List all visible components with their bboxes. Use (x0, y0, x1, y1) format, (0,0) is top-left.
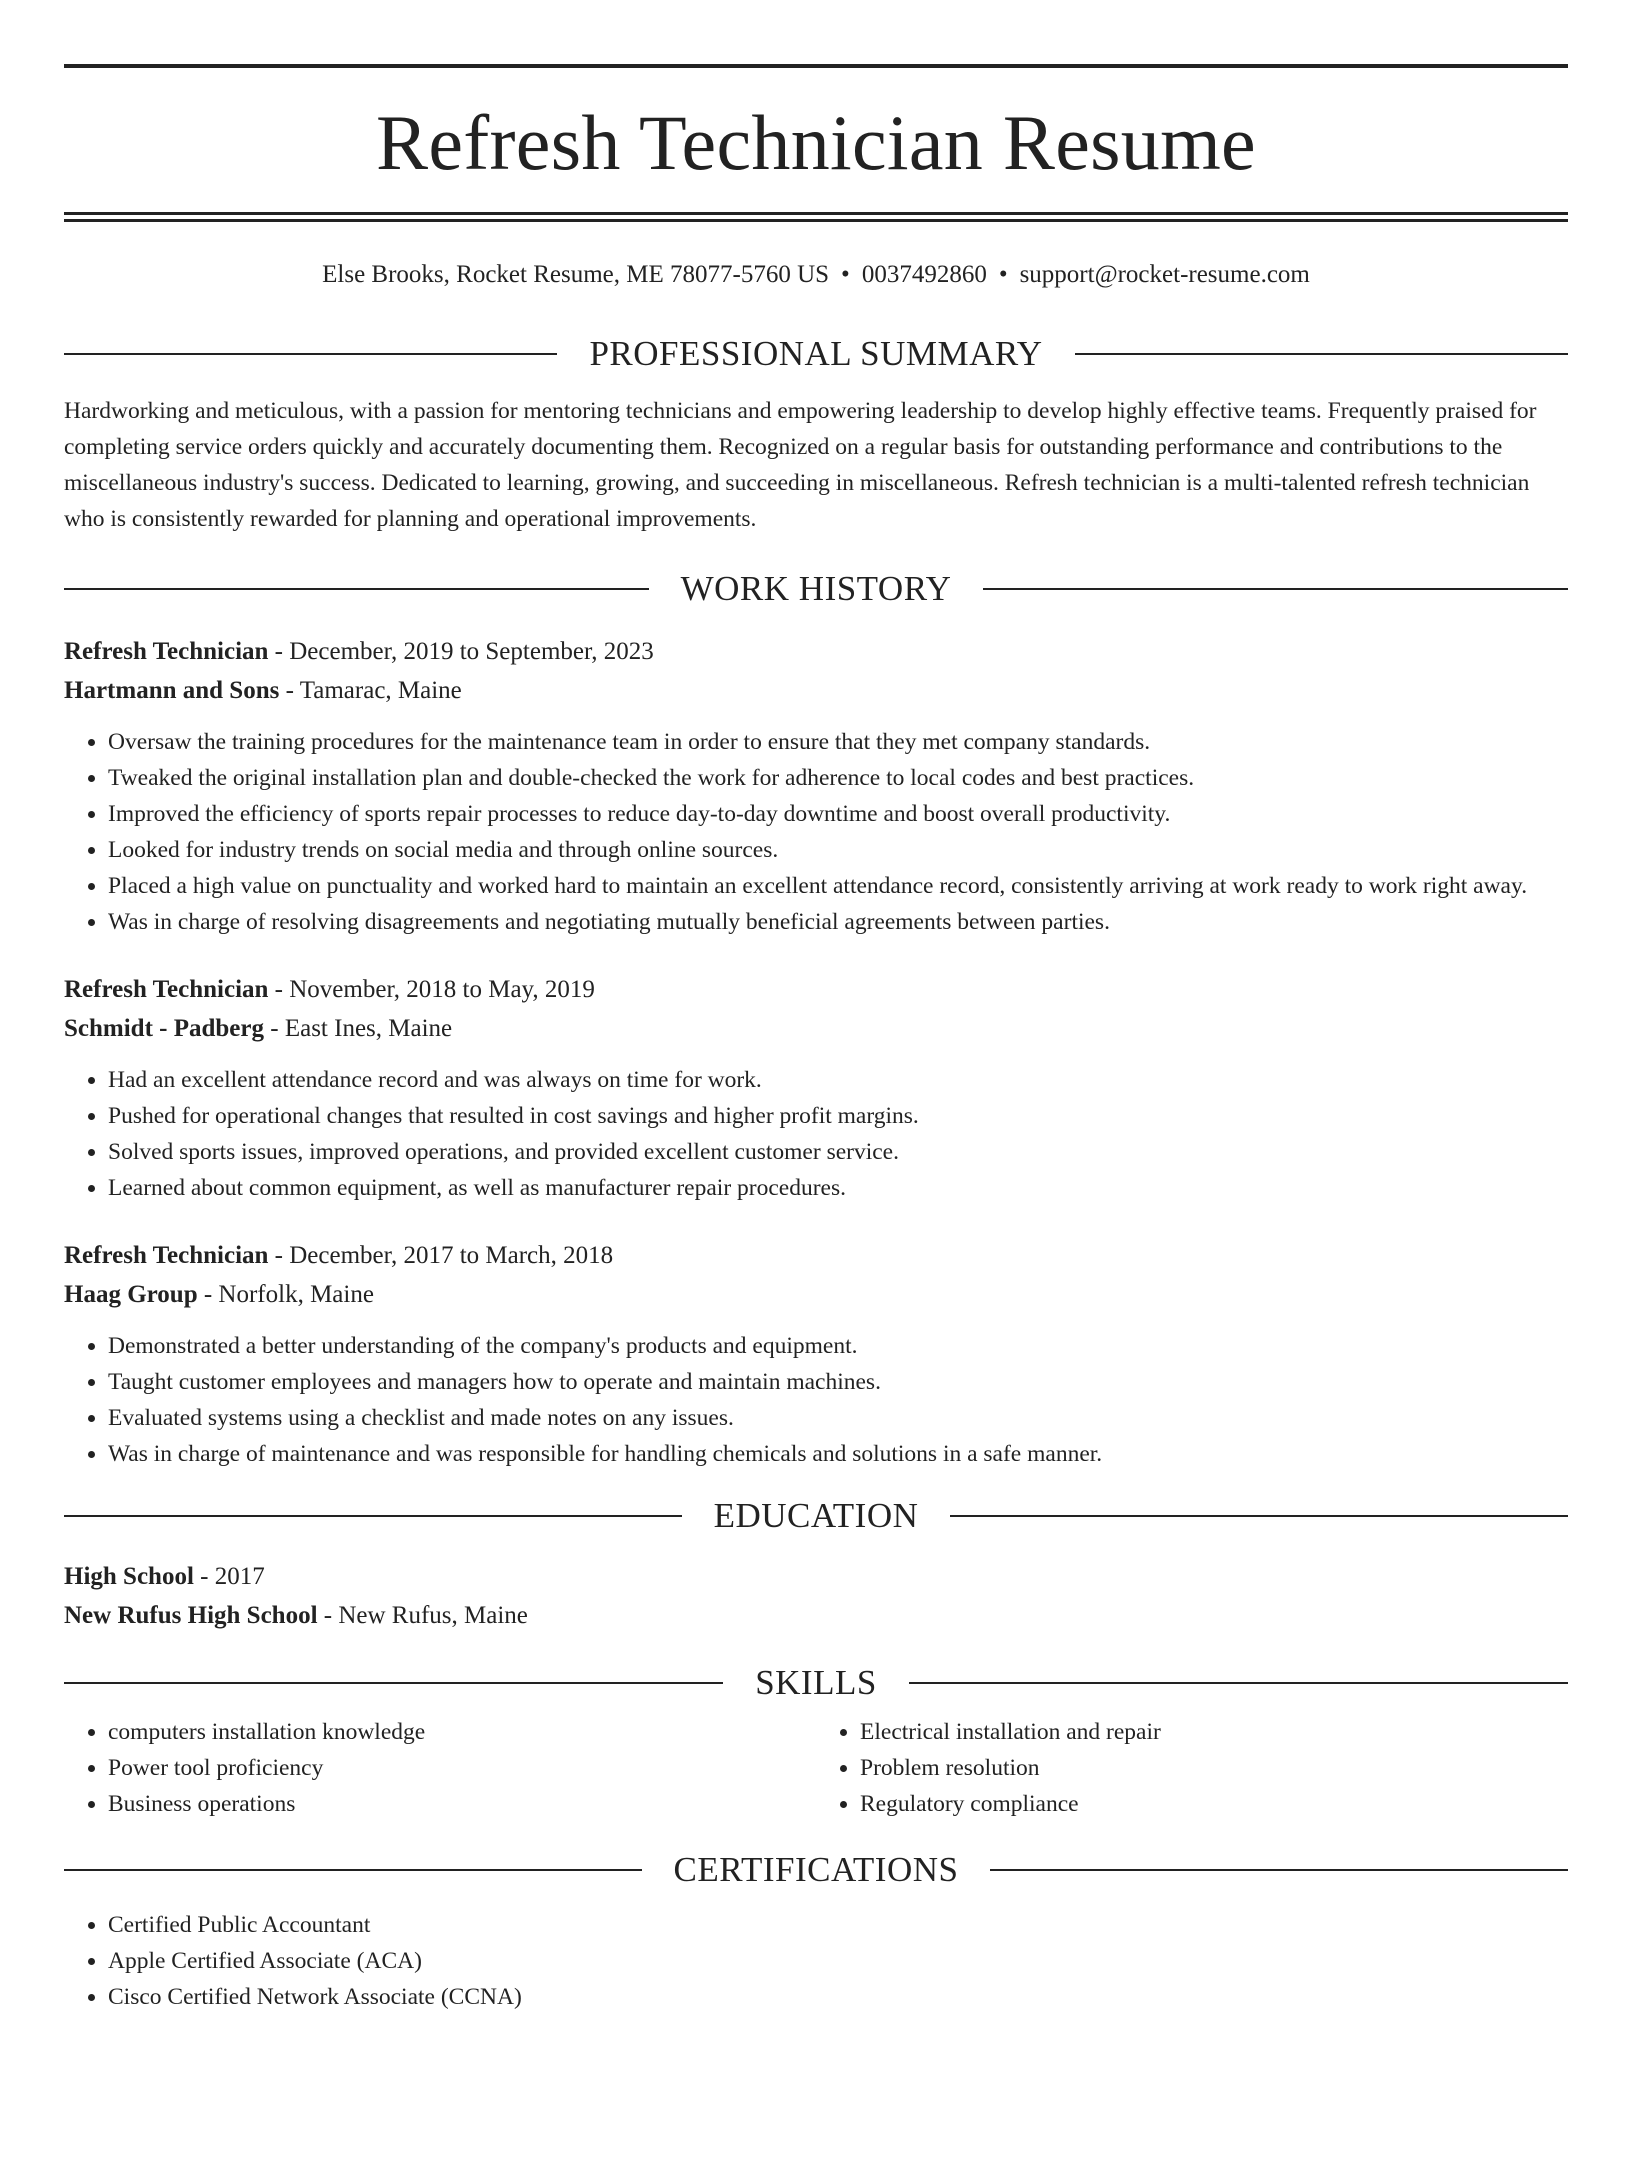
summary-section-heading (64, 336, 1568, 371)
list-item: • Pushed for operational changes that resulted in cost savings and higher profit margins. (108, 1098, 1568, 1134)
skills-column-left (64, 1714, 816, 1822)
work-section-heading (64, 571, 1568, 606)
list-item: • Evaluated systems using a checklist and made notes on any issues. (108, 1400, 1568, 1436)
contact-phone: 0037492860 (861, 261, 987, 288)
list-item: • Apple Certified Associate (ACA) (108, 1943, 1568, 1979)
job-entry (64, 632, 1568, 940)
job-dates: - December, 2019 to September, 2023 (268, 638, 654, 665)
job-company: Hartmann and Sons (64, 677, 280, 704)
job-bullets (64, 724, 1568, 940)
job-title-line (64, 1236, 1568, 1275)
title-double-rule (64, 212, 1568, 222)
job-dates: - December, 2017 to March, 2018 (268, 1242, 614, 1269)
list-item: • Certified Public Accountant (108, 1907, 1568, 1943)
heading-rule-left (64, 588, 649, 590)
heading-rule-right (990, 1869, 1568, 1871)
top-rule (64, 64, 1568, 68)
job-location: - East Ines, Maine (264, 1015, 453, 1042)
heading-rule-left (64, 1515, 682, 1517)
list-item: • Tweaked the original installation plan and double-checked the work for adherence to local codes and best practices. (108, 760, 1568, 796)
list-item: • Was in charge of resolving disagreements and negotiating mutually beneficial agreements between parties. (108, 904, 1568, 940)
job-company-line (64, 671, 1568, 710)
heading-rule-right (909, 1682, 1568, 1684)
education-year: - 2017 (193, 1563, 265, 1590)
list-item: • Demonstrated a better understanding of the company's products and equipment. (108, 1328, 1568, 1364)
list-item: • Oversaw the training procedures for the maintenance team in order to ensure that they met company standards. (108, 724, 1568, 760)
contact-email[interactable]: support@rocket-resume.com (1019, 261, 1310, 288)
education-degree: High School (64, 1563, 194, 1590)
job-title-line (64, 632, 1568, 671)
skills-column-right (816, 1714, 1568, 1822)
skills-grid (64, 1714, 1568, 1822)
list-item: • Regulatory compliance (860, 1786, 1568, 1822)
education-school: New Rufus High School (64, 1602, 318, 1629)
list-item: • Looked for industry trends on social media and through online sources. (108, 832, 1568, 868)
job-title: Refresh Technician (64, 638, 269, 665)
job-company-line (64, 1009, 1568, 1048)
contact-address: Else Brooks, Rocket Resume, ME 78077-5760 US (322, 261, 830, 288)
heading-rule-left (64, 1869, 642, 1871)
job-bullets (64, 1328, 1568, 1472)
heading-rule-left (64, 353, 557, 355)
list-item: • Improved the efficiency of sports repair processes to reduce day-to-day downtime and boost overall productivity. (108, 796, 1568, 832)
certifications-section-heading (64, 1852, 1568, 1887)
job-title: Refresh Technician (64, 976, 269, 1003)
certification-bullets (64, 1907, 1568, 2015)
summary-heading-label: PROFESSIONAL SUMMARY (589, 334, 1043, 373)
job-company: Schmidt - Padberg (64, 1015, 264, 1042)
list-item: • Taught customer employees and managers how to operate and maintain machines. (108, 1364, 1568, 1400)
job-location: - Norfolk, Maine (197, 1281, 374, 1308)
education-section-heading (64, 1498, 1568, 1533)
list-item: • Solved sports issues, improved operations, and provided excellent customer service. (108, 1134, 1568, 1170)
job-entry (64, 970, 1568, 1206)
summary-text: Hardworking and meticulous, with a passion for mentoring technicians and empowering leadership to develop highly effective teams. Frequently praised for completing service orders quickly and accurately documenting them. Recognized on a regular basis for outstanding performance and contributions to the miscellaneous industry's success. Dedicated to learning, growing, and succeeding in miscellaneous. Refresh technician is a multi-talented refresh technician who is consistently rewarded for planning and operational improvements. (64, 398, 1537, 532)
education-location: - New Rufus, Maine (317, 1602, 528, 1629)
list-item: • computers installation knowledge (108, 1714, 816, 1750)
certifications-list (64, 1907, 1568, 2015)
job-title-line (64, 970, 1568, 1009)
list-item: • Business operations (108, 1786, 816, 1822)
job-list (64, 632, 1568, 1472)
job-company-line (64, 1275, 1568, 1314)
list-item: • Was in charge of maintenance and was responsible for handling chemicals and solutions in a safe manner. (108, 1436, 1568, 1472)
job-company: Haag Group (64, 1281, 198, 1308)
work-heading-label: WORK HISTORY (680, 569, 952, 608)
resume-page (0, 64, 1632, 2176)
list-item: • Electrical installation and repair (860, 1714, 1568, 1750)
heading-rule-right (983, 588, 1568, 590)
education-entry (64, 1557, 1568, 1635)
skills-heading-label: SKILLS (755, 1663, 877, 1702)
contact-separator: • (998, 261, 1008, 288)
job-location: - Tamarac, Maine (279, 677, 462, 704)
list-item: • Power tool proficiency (108, 1750, 816, 1786)
education-heading-label: EDUCATION (713, 1496, 919, 1535)
heading-rule-right (950, 1515, 1568, 1517)
education-degree-line (64, 1557, 1568, 1596)
job-dates: - November, 2018 to May, 2019 (268, 976, 595, 1003)
list-item: • Cisco Certified Network Associate (CCNA) (108, 1979, 1568, 2015)
list-item: • Problem resolution (860, 1750, 1568, 1786)
heading-rule-right (1075, 353, 1568, 355)
certifications-heading-label: CERTIFICATIONS (673, 1850, 959, 1889)
job-title: Refresh Technician (64, 1242, 269, 1269)
list-item: • Had an excellent attendance record and was always on time for work. (108, 1062, 1568, 1098)
job-bullets (64, 1062, 1568, 1206)
list-item: • Placed a high value on punctuality and worked hard to maintain an excellent attendance record, consistently arriving at work ready to work right away. (108, 868, 1568, 904)
skills-section-heading (64, 1665, 1568, 1700)
list-item: • Learned about common equipment, as well as manufacturer repair procedures. (108, 1170, 1568, 1206)
contact-separator: • (841, 261, 850, 288)
heading-rule-left (64, 1682, 723, 1684)
resume-title: Refresh Technician Resume (376, 99, 1256, 186)
education-school-line (64, 1596, 1568, 1635)
job-entry (64, 1236, 1568, 1472)
contact-line (64, 260, 1568, 290)
